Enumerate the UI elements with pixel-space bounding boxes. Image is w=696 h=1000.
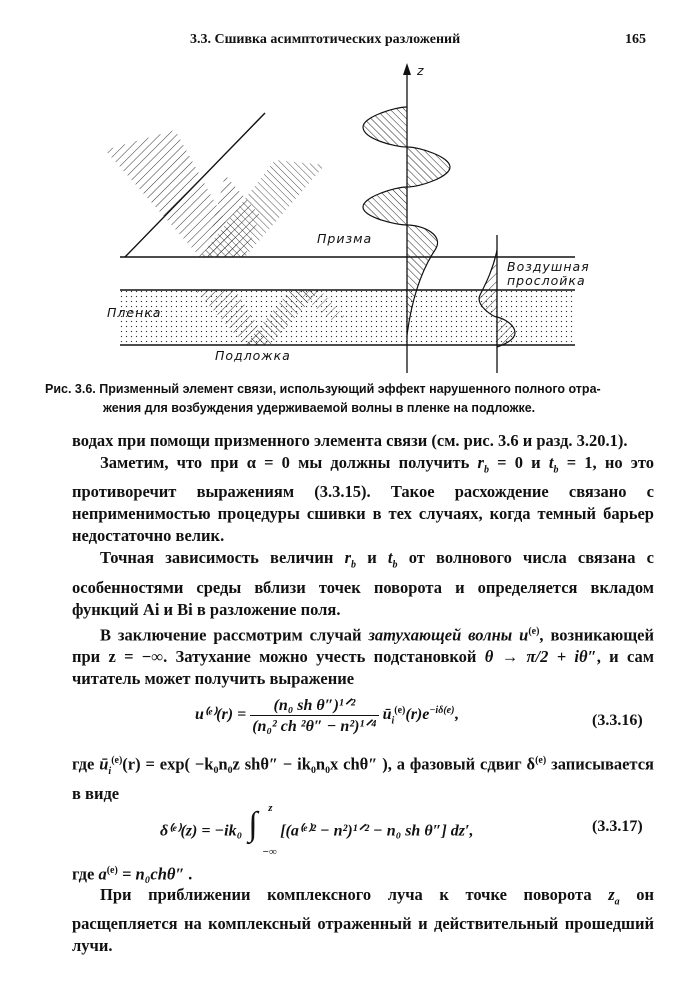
p6-a-sup: (e) xyxy=(106,865,118,876)
eq2-upper-limit: z xyxy=(268,802,273,814)
p3-text-b: и xyxy=(367,548,377,568)
running-head: 3.3. Сшивка асимптотических разложений xyxy=(190,32,461,47)
equation-3-3-17 xyxy=(160,802,474,858)
p4-u-sup: (e) xyxy=(528,625,540,637)
eq2-lhs: δ⁽ᵉ⁾(z) = −ik₀ xyxy=(160,822,243,840)
label-air-gap-1: Воздушная xyxy=(507,259,590,274)
p2-rb: r xyxy=(477,453,484,472)
paragraph-6 xyxy=(72,860,654,886)
p3-tb: t xyxy=(387,548,393,568)
equation-number-3-3-17: (3.3.17) xyxy=(592,818,643,835)
eq2-integral xyxy=(246,802,277,858)
p2-text-b: = 0 и xyxy=(497,453,541,472)
eq1-lhs: u⁽ᵉ⁾(r) = xyxy=(195,706,247,724)
p2-tb-sub: b xyxy=(553,464,559,476)
eq1-u-sup: (e) xyxy=(394,704,406,716)
p5-text-b: (r) = exp( −k₀n₀z shθ″ − ik₀n₀x chθ″ ), а фазовый сдвиг δ xyxy=(122,754,536,774)
paragraph-5 xyxy=(72,750,654,805)
p2-tb: t xyxy=(548,453,554,472)
figure-prism-coupler xyxy=(95,55,595,385)
p4-substitution: θ → π/2 + iθ″ xyxy=(484,647,597,667)
paragraph-2 xyxy=(72,452,654,547)
p4-text-a: В заключение рассмотрим случай xyxy=(100,625,362,645)
p6-text-b: = n₀chθ″ . xyxy=(121,864,193,884)
eq2-lower-limit: −∞ xyxy=(262,846,277,858)
p6-text-a: где xyxy=(72,864,95,884)
p4-text-e: , и сам читатель может получить выражение xyxy=(72,647,655,689)
eq1-u: ū xyxy=(382,706,392,724)
body-block xyxy=(72,430,654,690)
caption-line-2: жения для возбуждения удерживаемой волны в пленке на подложке. xyxy=(103,401,536,415)
p6-a: a xyxy=(98,864,107,884)
caption-line-1: Рис. 3.6. Призменный элемент связи, использующий эффект нарушенного полного отра- xyxy=(45,382,601,396)
p5-delta-sup: (e) xyxy=(535,755,547,766)
label-air-gap-2: прослойка xyxy=(507,273,586,288)
paragraph-1: водах при помощи призменного элемента связи (см. рис. 3.6 и разд. 3.20.1). xyxy=(72,431,628,450)
eq1-denominator: (n₀² ch ²θ″ − n²)¹ᐟ⁴ xyxy=(252,718,377,735)
p3-tb-sub: b xyxy=(392,559,398,571)
equation-3-3-16 xyxy=(195,695,458,736)
p2-text-c: = 1, но это противоречит выражениям (3.3.15). Такое расхождение связано с неприменимостью процедуры сшивки в тех случаях, когда темный барьер недостаточно велик. xyxy=(72,453,655,546)
paragraph-4 xyxy=(72,621,654,691)
label-substrate: Подложка xyxy=(215,348,291,363)
p5-text-a: где xyxy=(72,754,95,774)
p2-rb-sub: b xyxy=(483,464,489,476)
p7-text-b: он расщепляется на комплексный отраженный и действительный прошедший лучи. xyxy=(72,885,655,956)
p4-emphasis: затухающей волны xyxy=(368,625,513,645)
eq2-integrand: [(a⁽ᵉ⁾² − n²)¹ᐟ² − n₀ sh θ″] dz′, xyxy=(280,822,474,840)
p5-u-sub: i xyxy=(108,765,112,777)
label-prism: Призма xyxy=(317,231,373,246)
eq1-fraction xyxy=(250,695,378,736)
label-film: Пленка xyxy=(107,305,162,320)
eq1-u-sub: i xyxy=(391,715,395,727)
eq1-exp: −iδ(e) xyxy=(429,704,455,716)
paragraph-7 xyxy=(72,884,654,957)
p3-rb-sub: b xyxy=(350,559,356,571)
paragraph-3 xyxy=(72,547,654,620)
figure-caption xyxy=(45,380,657,418)
p2-text-a: Заметим, что при α = 0 мы должны получить xyxy=(100,453,470,472)
p7-text-a: При приближении комплексного луча к точке поворота xyxy=(100,885,592,904)
z-axis-label: z xyxy=(417,63,425,78)
integral-sign: ∫ xyxy=(248,806,258,843)
p4-text-c: , возникающей при z = −∞. Затухание можно учесть подстановкой xyxy=(72,625,655,667)
p3-text-a: Точная зависимость величин xyxy=(100,548,334,568)
p7-z: z xyxy=(608,885,615,904)
p3-rb: r xyxy=(344,548,351,568)
p7-z-sub: a xyxy=(614,896,620,908)
p5-text-c: записывается в виде xyxy=(72,754,654,803)
eq1-numerator: (n₀ sh θ″)¹ᐟ² xyxy=(250,695,378,716)
eq1-tail: (r)e xyxy=(405,706,430,724)
equation-number-3-3-16: (3.3.16) xyxy=(592,712,643,729)
p5-u: ū xyxy=(99,754,109,774)
p4-u: u xyxy=(519,625,529,645)
p5-u-sup: (e) xyxy=(111,755,123,766)
eq1-comma: , xyxy=(454,706,459,724)
p3-text-c: от волнового числа связана с особенностями среды вблизи точек поворота и определяется вкладом функций Ai и Bi в разложение поля. xyxy=(72,548,655,619)
page-number: 165 xyxy=(625,32,646,47)
